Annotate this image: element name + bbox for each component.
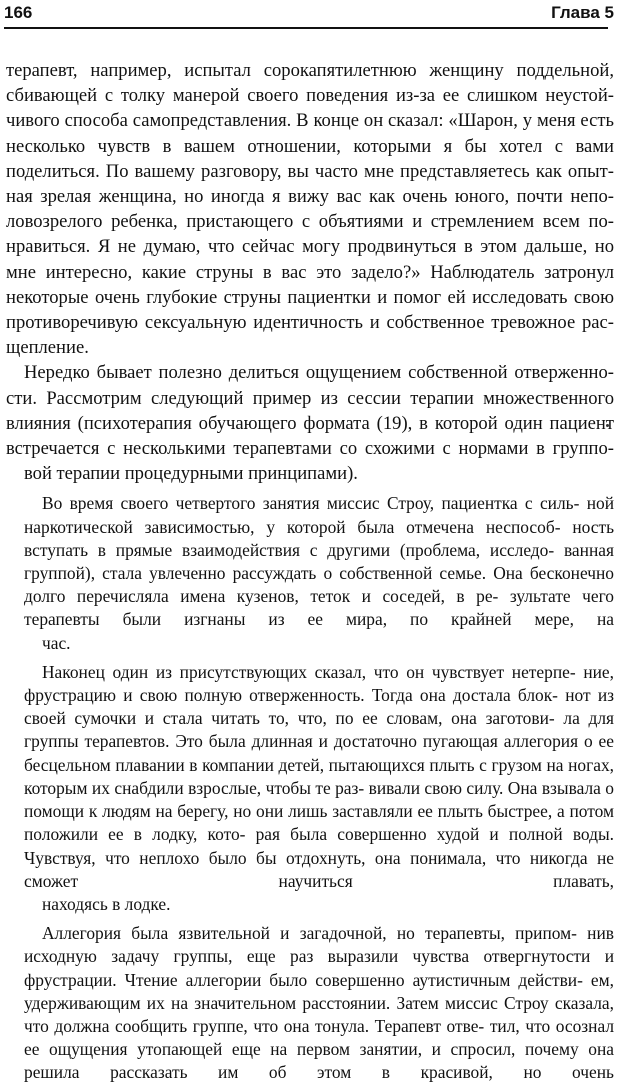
p2-line: сти. Рассмотрим следующий пример из сессии терапии множественного (6, 387, 614, 409)
p1-line: противоречивую сексуальную идентичность и собственное тревожное рас- (6, 312, 614, 334)
page-number: 166 (4, 3, 33, 22)
q2-line: вивали свою силу. Она взывала о помощи к людям на берегу, но они (24, 777, 614, 822)
p2-last-line: вой терапии процедурными принципами). (24, 463, 358, 485)
p1-last-line: щепление. (6, 337, 89, 359)
quote-paragraph-2 (24, 661, 614, 916)
q3-line: фрустрации. Чтение аллегории было совершенно аутистичным действи- (24, 969, 583, 990)
q2-line: аллегория о ее бесцельном плавании в компании детей, пытающихся (24, 731, 614, 775)
paragraph-2 (6, 360, 614, 486)
p1-line: нравиться. Я не думаю, что сейчас могу продвинуться в этом дальше, но (6, 236, 614, 258)
p2-line: встречается с несколькими терапевтами со схожими с нормами в группо- (6, 438, 614, 460)
q2-line: Наконец один из присутствующих сказал, что он чувствует нетерпе- (42, 661, 576, 682)
q1-line: зультате чего терапевты были изгнаны из ее мира, по крайней мере, на (24, 586, 614, 630)
q3-line: тил, что осознал ее ощущения утопающей еще на первом занятии, и (24, 1015, 614, 1060)
q1-line: ной наркотической зависимостью, у которой была отмечена неспособ- (24, 493, 614, 537)
q3-line: ем, удерживающим их на значительном расстоянии. Затем миссис Строу (24, 969, 614, 1013)
paragraph-1 (6, 58, 614, 360)
p1-line: сбивающей с толку манерой своего поведения из-за ее слишком неустой- (6, 85, 614, 107)
q1-line: бесконечно долго перечисляла имена кузенов, теток и соседей, в ре- (24, 563, 614, 607)
q1-line: Во время своего четвертого занятия миссис Строу, пациентка с силь- (42, 493, 580, 514)
page-header (4, 2, 614, 26)
case-example-block (6, 492, 614, 1084)
p1-line: терапевт, например, испытал сорокапятилетнюю женщину поддельной, (6, 60, 614, 81)
quote-paragraph-3 (24, 922, 614, 1084)
q3-line: сказала, что должна сообщить группе, что она тонула. Терапевт отве- (24, 992, 614, 1036)
q3-line: спросил, почему она решила рассказать им об этом в красивой, но очень (24, 1039, 614, 1083)
q2-line: рая была совершенно худой и полной воды. Чувствуя, что неплохо было (24, 824, 614, 868)
q1-line: ность вступать в прямые взаимодействия с другими (проблема, исследо- (24, 516, 614, 560)
q2-last-line: находясь в лодке. (42, 893, 171, 914)
quote-paragraph-1 (24, 492, 614, 654)
q1-line: ванная группой), стала увлеченно рассуждать о собственной семье. Она (24, 539, 614, 584)
q3-line: нив исходную задачу группы, еще раз выразили чувства отвергнутости и (24, 923, 614, 967)
q2-line: плыть с грузом на ногах, которым их снабдили взрослые, чтобы те раз- (24, 754, 614, 798)
main-text (6, 58, 614, 486)
p2-line: Нередко бывает полезно делиться ощущением собственной отверженно- (24, 362, 614, 384)
p1-line: есть несколько чувств в вашем отношении, которыми я бы хотел с вами (6, 110, 614, 157)
body-text (6, 58, 614, 1085)
p1-line: поделиться. По вашему разговору, вы часто мне представляетесь как опыт- (6, 160, 614, 182)
p1-line: ловозрелого ребенка, пристающего с объятиями и стремлением всем по- (6, 211, 614, 233)
p1-line: мне интересно, какие струны в вас это задело?» Наблюдатель затронул (6, 261, 614, 283)
p1-line: некоторые очень глубокие струны пациентки и помог ей исследовать свою (6, 286, 614, 308)
q2-line: бы отдохнуть, она понимала, что никогда не сможет научиться плавать, (24, 847, 614, 891)
p1-line: ная зрелая женщина, но иногда я вижу вас как очень юного, почти непо- (6, 186, 614, 208)
q2-line: лишь заставляли ее плыть быстрее, а потом положили ее в лодку, кото- (24, 801, 614, 845)
q2-line: ла для группы терапевтов. Это была длинная и достаточно пугающая (24, 708, 614, 752)
q2-line: ние, фрустрацию и свою полную отверженность. Тогда она достала блок- (24, 661, 614, 706)
p2-line: влияния (психотерапия обучающего формата (19), в которой один пациент (6, 412, 614, 434)
header-rule (4, 27, 608, 29)
q3-line: Аллегория была язвительной и загадочной, но терапевты, припом- (42, 923, 577, 944)
q2-line: нот из своей сумочки и стала читать то, что, по ее словам, она заготови- (24, 685, 614, 729)
chapter-title: Глава 5 (551, 3, 614, 22)
p1-line: чивого способа самопредставления. В конце он сказал: «Шарон, у меня (6, 110, 576, 132)
q1-last-line: час. (42, 632, 71, 653)
